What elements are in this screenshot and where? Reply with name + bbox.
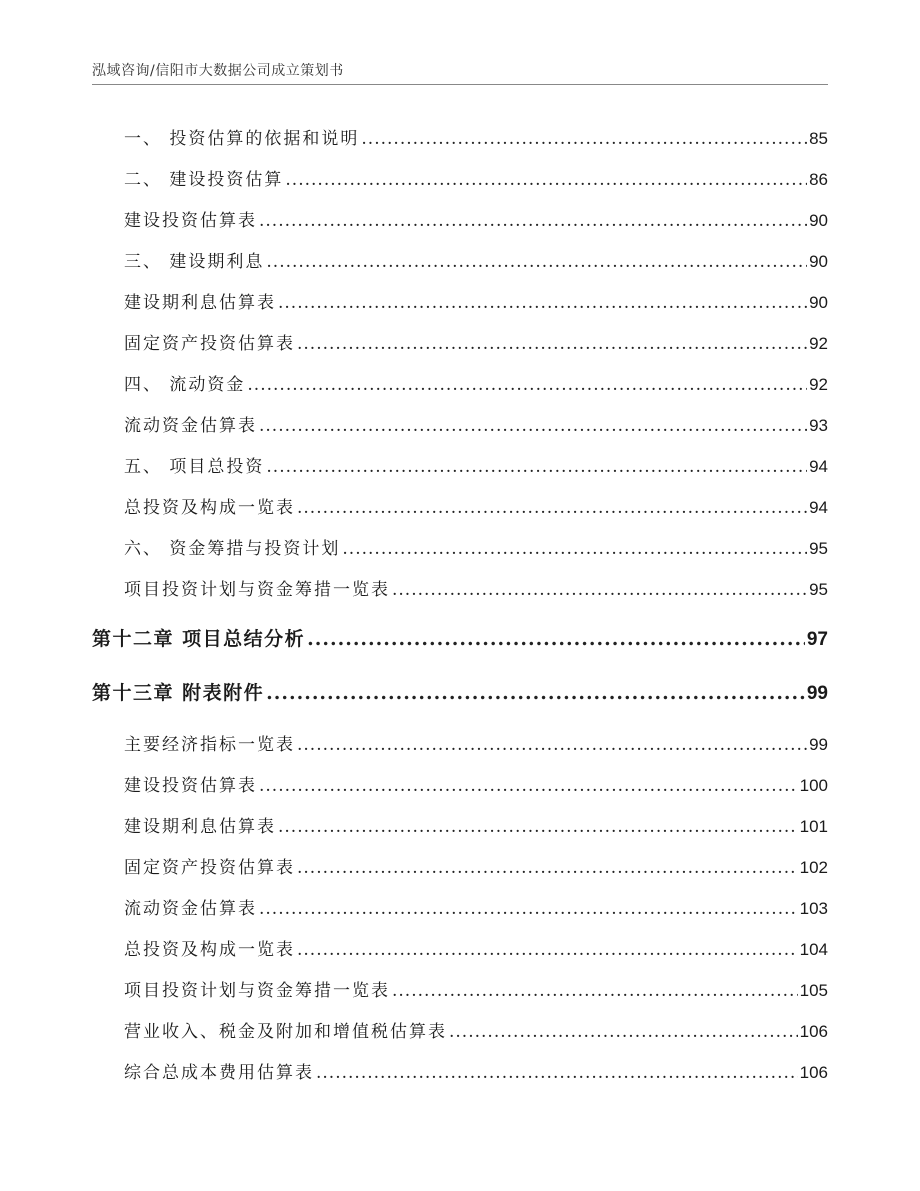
- toc-entry-label: 五、 项目总投资: [124, 457, 265, 477]
- toc-dot-leader: [297, 858, 798, 878]
- toc-page-number: 92: [809, 334, 828, 353]
- toc-entry[interactable]: [124, 976, 828, 1000]
- toc-entry-label: 建设投资估算表: [124, 776, 257, 796]
- toc-entry[interactable]: [124, 812, 828, 836]
- toc-page-number: 99: [806, 683, 828, 704]
- toc-entry-label: 固定资产投资估算表: [124, 858, 295, 878]
- header-rule: [92, 84, 828, 85]
- toc-page-number: 97: [806, 629, 828, 650]
- toc-chapter-entry[interactable]: [92, 678, 828, 702]
- toc-entry-label: 建设期利息估算表: [124, 293, 276, 313]
- toc-entry[interactable]: [124, 771, 828, 795]
- toc-entry[interactable]: [124, 730, 828, 754]
- toc-dot-leader: [259, 776, 798, 796]
- toc-entry[interactable]: [124, 1017, 828, 1041]
- toc-dot-leader: [297, 498, 807, 518]
- toc-dot-leader: [316, 1063, 798, 1083]
- toc-page-number: 94: [809, 457, 828, 476]
- toc-page-number: 93: [809, 416, 828, 435]
- toc-page-number: 99: [809, 735, 828, 754]
- toc-page-number: 106: [799, 1022, 828, 1041]
- toc-entry[interactable]: [124, 329, 828, 353]
- toc-dot-leader: [297, 735, 807, 755]
- toc-entry-label: 综合总成本费用估算表: [124, 1063, 314, 1083]
- toc-entry-label: 主要经济指标一览表: [124, 735, 295, 755]
- toc-dot-leader: [278, 293, 807, 313]
- toc-page-number: 103: [799, 899, 828, 918]
- toc-entry-label: 第十三章 附表附件: [92, 682, 265, 704]
- toc-page-number: 102: [799, 858, 828, 877]
- toc-page-number: 95: [809, 539, 828, 558]
- toc-entry-label: 二、 建设投资估算: [124, 170, 284, 190]
- toc-entry[interactable]: [124, 1058, 828, 1082]
- toc-page-number: 100: [799, 776, 828, 795]
- toc-page-number: 95: [809, 580, 828, 599]
- toc-entry-label: 第十二章 项目总结分析: [92, 628, 306, 650]
- toc-entry[interactable]: [124, 206, 828, 230]
- toc-entry[interactable]: [124, 370, 828, 394]
- toc-dot-leader: [361, 129, 807, 149]
- toc-page-number: 92: [809, 375, 828, 394]
- toc-entry-label: 总投资及构成一览表: [124, 498, 295, 518]
- toc-dot-leader: [266, 682, 805, 704]
- toc-page-number: 106: [799, 1063, 828, 1082]
- toc-entry-label: 三、 建设期利息: [124, 252, 265, 272]
- toc-entry-label: 一、 投资估算的依据和说明: [124, 129, 360, 149]
- toc-dot-leader: [285, 170, 807, 190]
- toc-page-number: 94: [809, 498, 828, 517]
- toc-entry-label: 建设期利息估算表: [124, 817, 276, 837]
- toc-dot-leader: [307, 628, 805, 650]
- toc-page-number: 101: [799, 817, 828, 836]
- toc-page-number: 105: [799, 981, 828, 1000]
- toc-page-number: 104: [799, 940, 828, 959]
- toc-dot-leader: [259, 416, 807, 436]
- toc-dot-leader: [297, 334, 807, 354]
- toc-entry-label: 营业收入、税金及附加和增值税估算表: [124, 1022, 447, 1042]
- toc-dot-leader: [259, 899, 798, 919]
- toc-entry[interactable]: [124, 124, 828, 148]
- toc-entry-label: 四、 流动资金: [124, 375, 246, 395]
- toc-entry[interactable]: [124, 247, 828, 271]
- toc-entry-label: 建设投资估算表: [124, 211, 257, 231]
- toc-page-number: 85: [809, 129, 828, 148]
- toc-dot-leader: [259, 211, 807, 231]
- toc-page-number: 90: [809, 211, 828, 230]
- toc-page-number: 90: [809, 293, 828, 312]
- toc-dot-leader: [266, 457, 807, 477]
- toc-chapter-entry[interactable]: [92, 624, 828, 648]
- toc-entry-label: 项目投资计划与资金筹措一览表: [124, 981, 390, 1001]
- toc-entry-label: 六、 资金筹措与投资计划: [124, 539, 341, 559]
- toc-dot-leader: [297, 940, 798, 960]
- toc-entry-label: 总投资及构成一览表: [124, 940, 295, 960]
- toc-dot-leader: [449, 1022, 798, 1042]
- toc-entry[interactable]: [124, 165, 828, 189]
- toc-entry[interactable]: [124, 411, 828, 435]
- toc-dot-leader: [247, 375, 807, 395]
- toc-dot-leader: [392, 580, 807, 600]
- toc-entry-label: 固定资产投资估算表: [124, 334, 295, 354]
- toc-entry-label: 流动资金估算表: [124, 416, 257, 436]
- toc-dot-leader: [342, 539, 807, 559]
- toc-entry-label: 流动资金估算表: [124, 899, 257, 919]
- toc-page-number: 90: [809, 252, 828, 271]
- toc-page-number: 86: [809, 170, 828, 189]
- toc-entry[interactable]: [124, 935, 828, 959]
- toc-entry[interactable]: [124, 452, 828, 476]
- toc-dot-leader: [266, 252, 807, 272]
- toc-entry-label: 项目投资计划与资金筹措一览表: [124, 580, 390, 600]
- toc-entry[interactable]: [124, 288, 828, 312]
- toc-entry[interactable]: [124, 493, 828, 517]
- toc-entry[interactable]: [124, 853, 828, 877]
- toc-entry[interactable]: [124, 894, 828, 918]
- toc-entry[interactable]: [124, 575, 828, 599]
- toc-dot-leader: [392, 981, 798, 1001]
- toc-entry[interactable]: [124, 534, 828, 558]
- toc-dot-leader: [278, 817, 798, 837]
- header-title: 泓域咨询/信阳市大数据公司成立策划书: [92, 63, 344, 79]
